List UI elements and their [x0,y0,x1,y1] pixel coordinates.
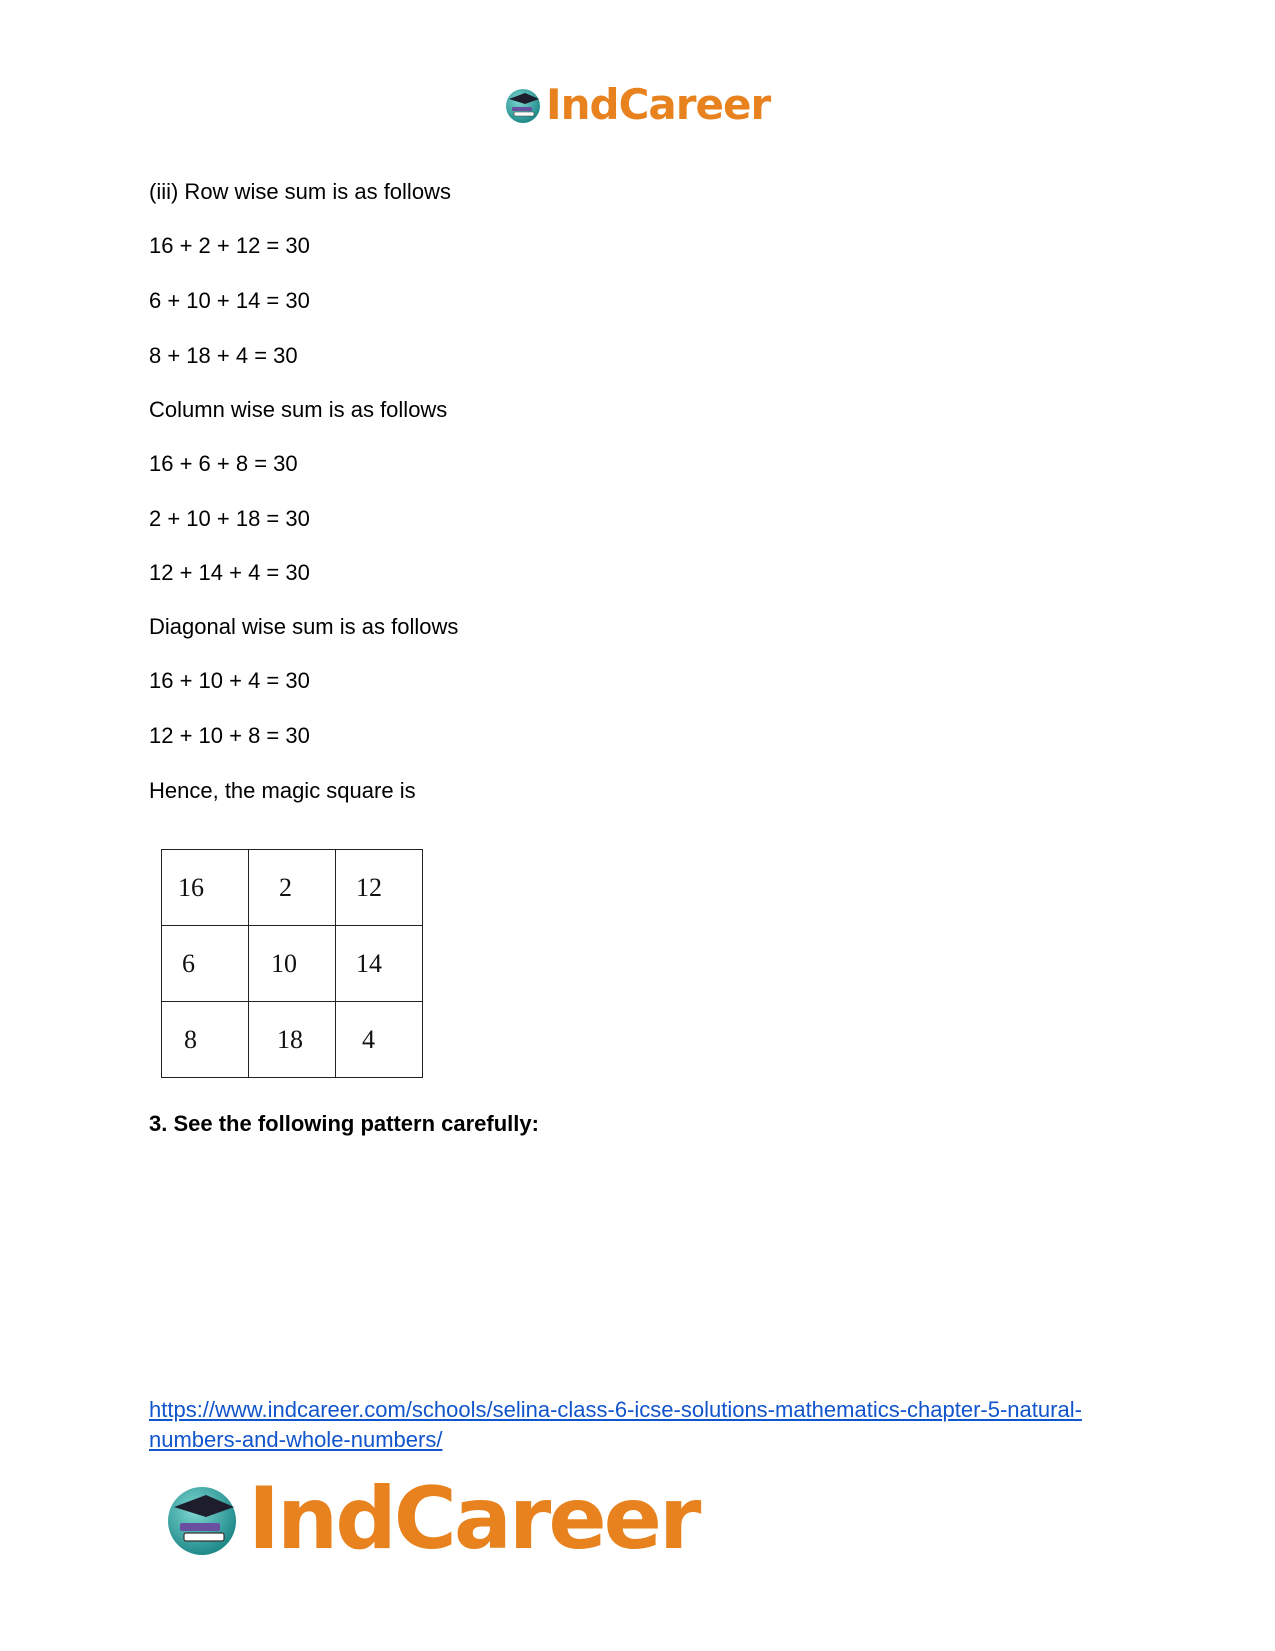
table-cell: 18 [249,1002,336,1078]
graduation-globe-icon [503,85,543,125]
table-row [162,926,423,1002]
text-line: 12 + 14 + 4 = 30 [149,560,310,585]
table-cell: 14 [336,926,423,1002]
indcareer-logo-top [503,80,770,129]
text-line: 2 + 10 + 18 = 30 [149,506,310,531]
text-line: 16 + 10 + 4 = 30 [149,668,310,693]
table-cell: 12 [336,850,423,926]
magic-square-table [161,849,423,1078]
text-line: 6 + 10 + 14 = 30 [149,288,310,313]
question-heading: 3. See the following pattern carefully: [149,1111,539,1136]
table-row [162,850,423,926]
text-line: 16 + 2 + 12 = 30 [149,233,310,258]
text-line: 12 + 10 + 8 = 30 [149,723,310,748]
indcareer-logo-bottom [162,1469,698,1569]
table-cell: 16 [162,850,249,926]
text-line: 16 + 6 + 8 = 30 [149,451,298,476]
source-url-link[interactable]: https://www.indcareer.com/schools/selina-class-6-icse-solutions-mathematics-chapter-5-natural-numbers-and-whole-numbers/ [149,1397,1082,1452]
table-row [162,1002,423,1078]
text-line: Diagonal wise sum is as follows [149,614,459,639]
table-cell: 8 [162,1002,249,1078]
graduation-globe-icon [162,1479,242,1559]
text-line: (iii) Row wise sum is as follows [149,179,451,204]
text-line: 8 + 18 + 4 = 30 [149,343,298,368]
table-cell: 4 [336,1002,423,1078]
text-line: Column wise sum is as follows [149,397,448,422]
brand-name: IndCareer [248,1469,699,1569]
brand-name: IndCareer [546,80,771,129]
text-line: Hence, the magic square is [149,778,416,803]
table-cell: 6 [162,926,249,1002]
table-cell: 10 [249,926,336,1002]
table-cell: 2 [249,850,336,926]
